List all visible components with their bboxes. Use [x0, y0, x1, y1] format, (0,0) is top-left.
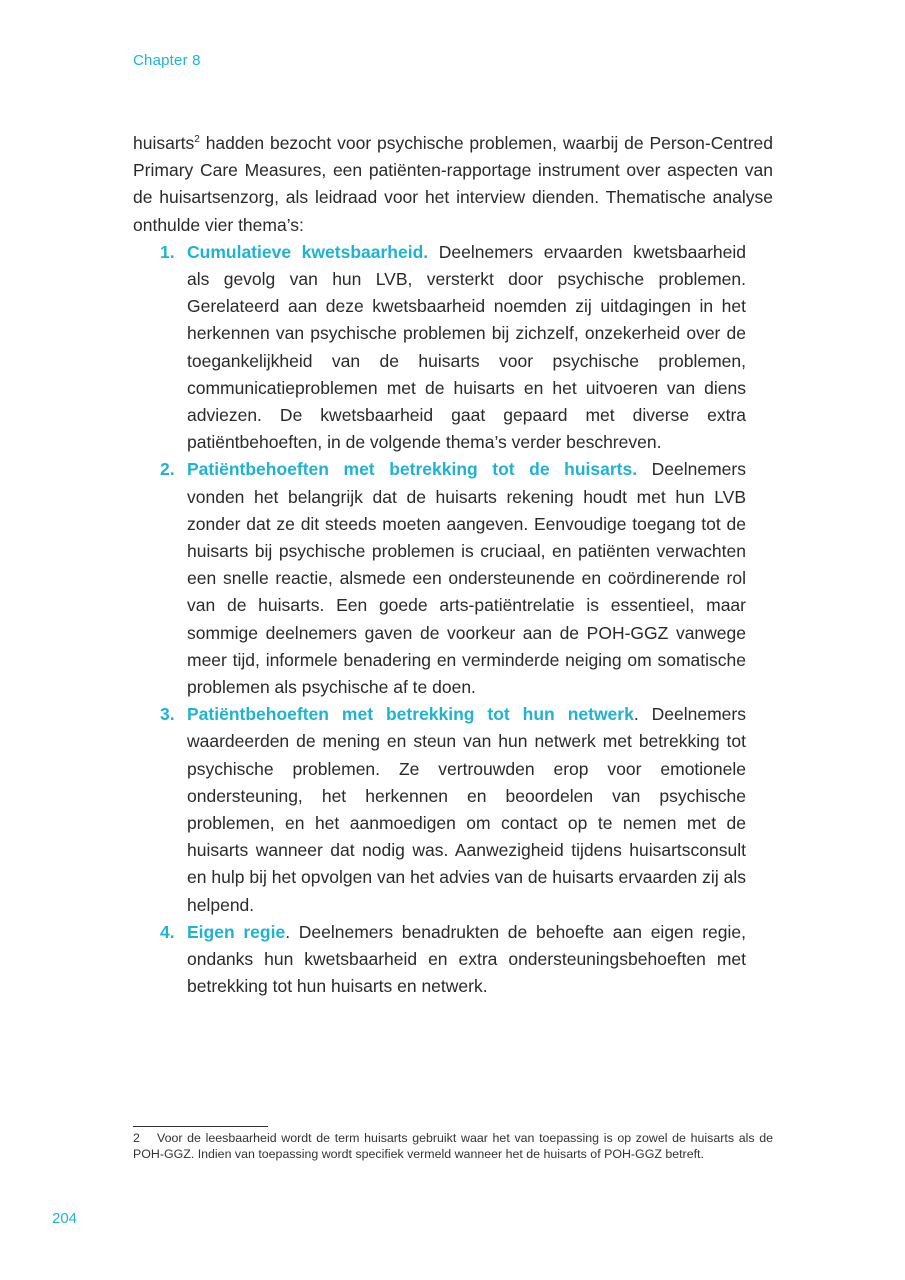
theme-number: 1.	[160, 241, 175, 262]
theme-item-2	[160, 456, 746, 701]
theme-item-3	[160, 701, 746, 919]
theme-text: Deelnemers ervaarden kwetsbaarheid als gevolg van hun LVB, versterkt door psychische problemen. Gerelateerd aan deze kwetsbaarheid noemden zij uitdagingen in het herkennen van psychische problemen bij zichzelf, onzekerheid over de toegankelijkheid van de huisarts voor psychische problemen, communicatieproblemen met de huisarts en het uitvoeren van diens adviezen. De kwetsbaarheid gaat gepaard met diverse extra patiëntbehoeften, in de volgende thema’s verder beschreven.	[187, 241, 746, 453]
theme-item-4	[160, 919, 746, 1001]
footnote-reference: 2	[194, 134, 200, 145]
theme-title: Patiëntbehoeften met betrekking tot hun netwerk	[187, 704, 634, 725]
theme-number: 4.	[160, 921, 175, 942]
theme-title: Cumulatieve kwetsbaarheid.	[187, 241, 429, 262]
main-body	[133, 130, 773, 1001]
theme-item-1	[160, 239, 746, 457]
intro-text-rest: hadden bezocht voor psychische problemen, waarbij de Person-Centred Primary Care Measures, een patiënten-rapportage instrument over aspecten van de huisartsenzorg, als leidraad voor het interview dienden. Thematische analyse onthulde vier thema’s:	[133, 133, 773, 235]
intro-text-start: huisarts	[133, 133, 195, 153]
theme-text: . Deelnemers benadrukten de behoefte aan eigen regie, ondanks hun kwetsbaarheid en extra ondersteuningsbehoeften met betrekking tot hun huisarts en netwerk.	[187, 921, 746, 997]
intro-paragraph	[133, 130, 773, 239]
theme-title: Eigen regie	[187, 921, 286, 942]
footnote	[133, 1130, 773, 1162]
running-head: Chapter 8	[133, 52, 201, 69]
theme-title: Patiëntbehoeften met betrekking tot de huisarts.	[187, 459, 638, 480]
footnote-number: 2	[133, 1131, 140, 1145]
footnote-text: Voor de leesbaarheid wordt de term huisarts gebruikt waar het van toepassing is op zowel de huisarts als de POH-GGZ. Indien van toepassing wordt specifiek vermeld wanneer het de huisarts of POH-GGZ betreft.	[133, 1131, 773, 1161]
page-number: 204	[52, 1210, 78, 1227]
theme-text: Deelnemers vonden het belangrijk dat de huisarts rekening houdt met hun LVB zonder dat ze dit steeds moeten aangeven. Eenvoudige toegang tot de huisarts bij psychische problemen is cruciaal, en patiënten verwachten een snelle reactie, alsmede een ondersteunende en coördinerende rol van de huisarts. Een goede arts-patiëntrelatie is essentieel, maar sommige deelnemers gaven de voorkeur aan de POH-GGZ vanwege meer tijd, informele benadering en verminderde neiging om somatische problemen als psychische af te doen.	[187, 459, 746, 698]
theme-number: 3.	[160, 704, 175, 725]
theme-number: 2.	[160, 459, 175, 480]
theme-text: . Deelnemers waardeerden de mening en steun van hun netwerk met betrekking tot psychische problemen. Ze vertrouwden erop voor emotionele ondersteuning, het herkennen en beoordelen van psychische problemen, en het aanmoedigen om contact op te nemen met de huisarts wanneer dat nodig was. Aanwezigheid tijdens huisartsconsult en hulp bij het opvolgen van het advies van de huisarts ervaarden zij als helpend.	[187, 704, 746, 915]
themes-list	[160, 239, 746, 1001]
footnote-divider	[133, 1126, 268, 1127]
